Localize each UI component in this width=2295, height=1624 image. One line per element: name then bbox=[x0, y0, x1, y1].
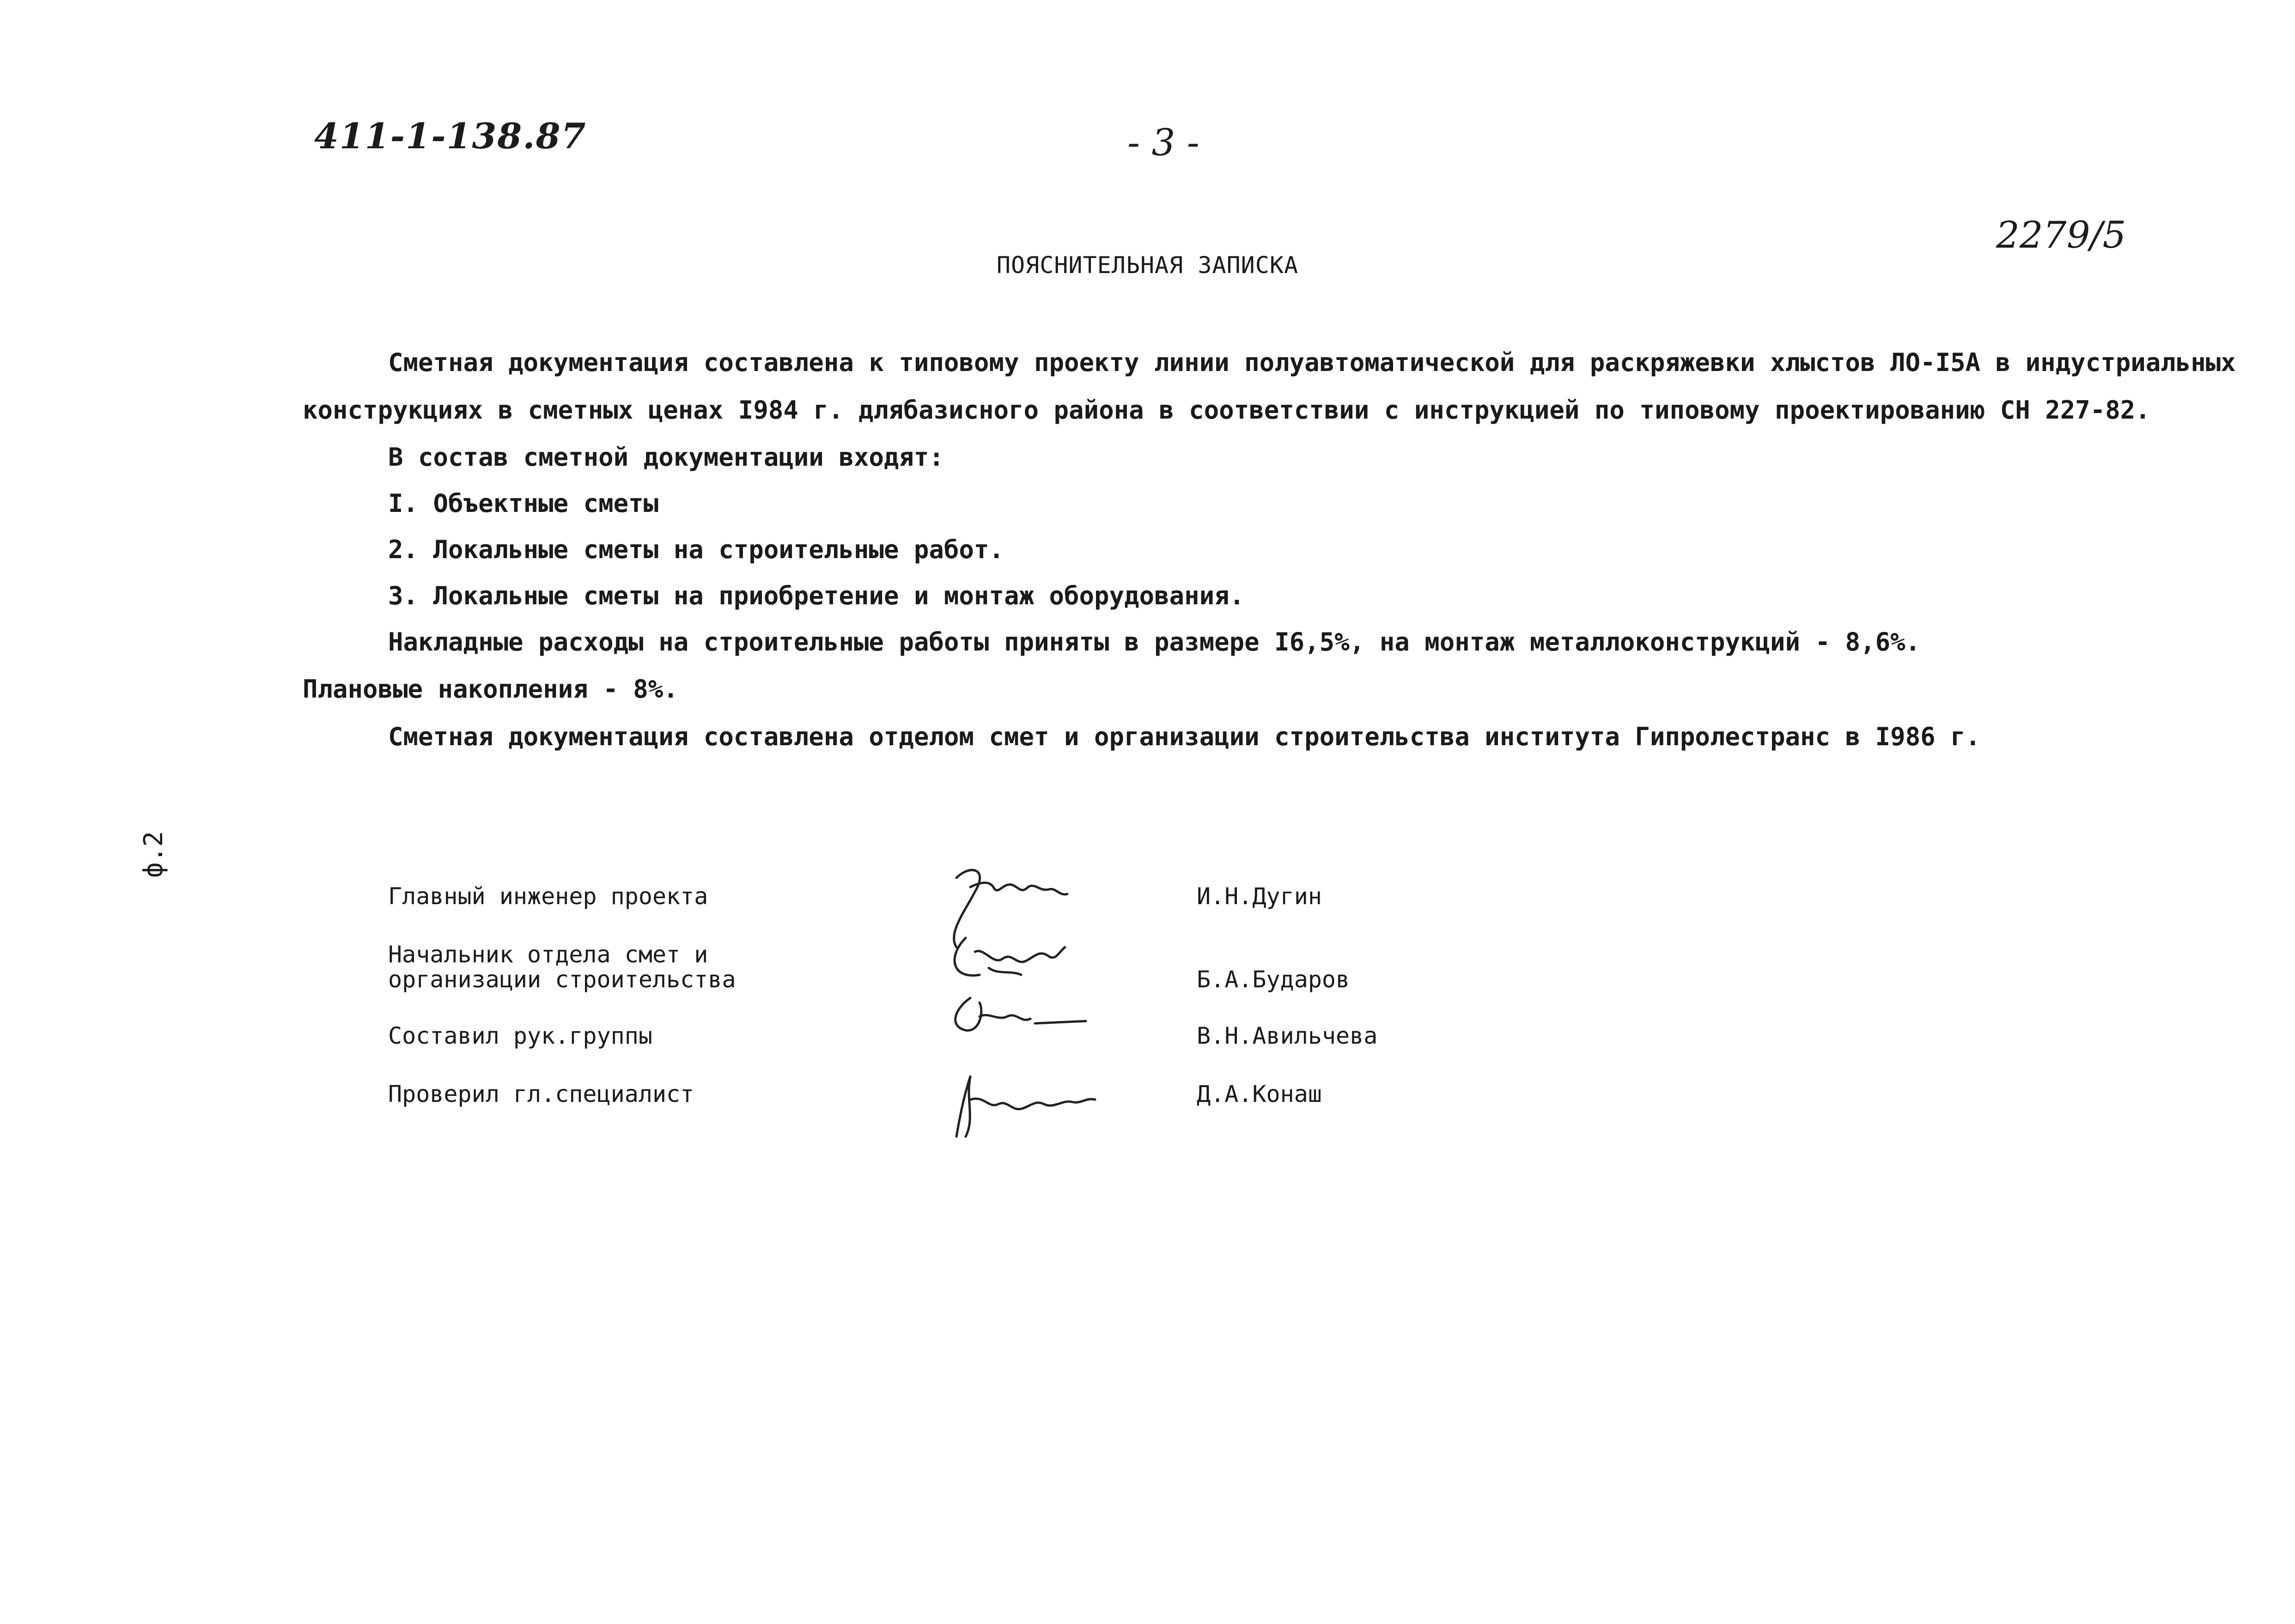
signatory-name-3: В.Н.Авильчева bbox=[1197, 1022, 1378, 1049]
sheet-reference: 2279/5 bbox=[1996, 213, 2126, 256]
signature-4 bbox=[956, 1077, 1095, 1137]
signatory-role-head-dept-line2: организации строительства bbox=[388, 966, 736, 993]
signature-3 bbox=[956, 998, 1086, 1030]
paragraph-intro-line1: Сметная документация составлена к типовому проекту линии полуавтоматической для раскряжевки хлыстов ЛО-I5А в индустриальных bbox=[388, 348, 2236, 377]
list-item-2: 2. Локальные сметы на строительные работ. bbox=[388, 535, 1004, 564]
page-number: - 3 - bbox=[1127, 121, 1199, 164]
signatory-role-specialist: Проверил гл.специалист bbox=[388, 1081, 694, 1107]
paragraph-author: Сметная документация составлена отделом смет и организации строительства института Гипролестранс в I986 г. bbox=[388, 722, 1981, 751]
list-item-3: 3. Локальные сметы на приобретение и монтаж оборудования. bbox=[388, 581, 1245, 610]
paragraph-overheads-line1: Накладные расходы на строительные работы приняты в размере I6,5%, на монтаж металлоконструкций - 8,6%. bbox=[388, 627, 1921, 657]
margin-mark: ф.2 bbox=[139, 831, 169, 878]
paragraph-composition: В состав сметной документации входят: bbox=[388, 443, 944, 472]
paragraph-intro-line2: конструкциях в сметных ценах I984 г. длябазисного района в соответствии с инструкцией по типовому проектированию СН 227-82. bbox=[303, 395, 2150, 425]
document-title: ПОЯСНИТЕЛЬНАЯ ЗАПИСКА bbox=[996, 252, 1299, 279]
signatory-role-head-dept-line1: Начальник отдела смет и bbox=[388, 941, 708, 968]
document-code: 411-1-138.87 bbox=[314, 116, 587, 157]
signatory-name-2: Б.А.Бударов bbox=[1197, 966, 1350, 993]
paragraph-overheads-line2: Плановые накопления - 8%. bbox=[303, 675, 678, 704]
signatory-role-group-lead: Составил рук.группы bbox=[388, 1022, 652, 1049]
signatory-name-4: Д.А.Конаш bbox=[1197, 1081, 1322, 1107]
signatures-graphic bbox=[938, 859, 1178, 1174]
signature-2 bbox=[955, 938, 1065, 975]
signatory-role-chief-engineer: Главный инженер проекта bbox=[388, 883, 708, 910]
signature-1 bbox=[954, 870, 1067, 947]
list-item-1: I. Объектные сметы bbox=[388, 489, 659, 518]
signatory-name-1: И.Н.Дугин bbox=[1197, 883, 1322, 910]
